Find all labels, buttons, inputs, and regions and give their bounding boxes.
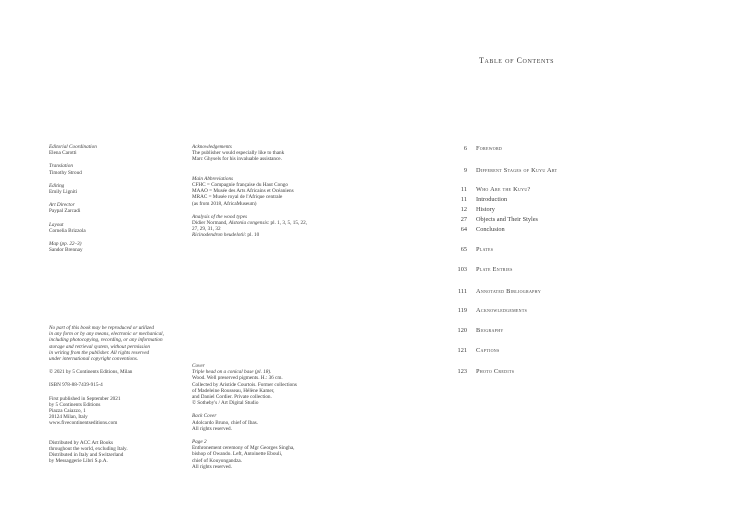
credit-value: Elena Carotti <box>49 150 77 157</box>
cover-caption-label: Cover <box>192 363 205 369</box>
toc-entry-title: History <box>476 206 495 213</box>
wood-analysis-label: Analysis of the wood types <box>192 213 248 220</box>
credit-value: Cornelia Brizzola <box>49 227 86 234</box>
toc-entry-title: Foreword <box>476 145 503 152</box>
toc-page-number: 120 <box>457 327 467 334</box>
credit-entry <box>49 202 179 214</box>
abbreviation-line: MAAO = Musée des Arts Africains et Océaniens <box>192 188 294 195</box>
publication-info: First published in September 2021 by 5 Continents Editions Piazza Caiazzo, 1 20124 Milan, Italy www.fivecontinentseditions.com <box>49 395 121 427</box>
toc-entry-title: Introduction <box>476 196 508 203</box>
page2-caption-label: Page 2 <box>192 439 207 446</box>
credit-label: Translation <box>49 163 73 170</box>
wood-analysis-line: Didier Normand, Alstonia congensis: pl. 1, 3, 5, 15, 22, <box>192 220 308 227</box>
notes-column <box>192 144 327 246</box>
credit-label: Editing <box>49 182 65 189</box>
credit-label: Art Director <box>49 202 75 209</box>
abbreviations-block <box>192 176 327 207</box>
toc-page-number: 111 <box>458 288 467 295</box>
cover-caption: Cover Triple head on a conical base (pl. 18). Wood. Well preserved pigments. H.: 36 cm. Collected by Aristide Courtois. Former collections of Madeleine Rousseau, Hélène Kamer, and Daniel Cordier. Private collection. © Sotheby's / Art Digital Studio <box>192 363 327 406</box>
toc-page-number: 11 <box>460 196 467 203</box>
wood-analysis-line: Ricinodendron heudelotii: pl. 10 <box>192 232 260 239</box>
page2-caption: Page 2 Enthronement ceremony of Mgr Georges Singha, bishop of Owando. Left, Antoinette Ebouli, chief of Kouyongandza. All rights reserved. <box>192 439 327 470</box>
credit-value: Paypal Zarcadi <box>49 208 81 215</box>
toc-page-number: 12 <box>460 206 467 213</box>
acknowledgements-label: Acknowledgements <box>192 144 232 150</box>
imprint-column <box>49 325 179 465</box>
toc-page-number: 9 <box>463 167 467 174</box>
credit-label: Layout <box>49 221 64 228</box>
toc-page-number: 64 <box>460 226 467 233</box>
credit-value: Timothy Stroud <box>49 169 82 176</box>
credits-column <box>49 144 179 260</box>
abbreviation-line: (as from 2018, AfricaMuseum) <box>192 200 257 207</box>
toc-entry-title: Captions <box>476 347 500 354</box>
table-of-contents <box>440 0 700 531</box>
abbreviation-line: CFHC = Compagnie française du Haut Congo <box>192 182 288 188</box>
acknowledgements-line: The publisher would especially like to thank <box>192 150 285 157</box>
credit-label: Map (pp. 22–3) <box>49 241 82 248</box>
toc-entry-title: Conclusion <box>476 226 505 233</box>
credit-entry <box>49 144 179 156</box>
back-cover-caption: Back Cover Adolcardo Bruno, chief of Ibas. All rights reserved. <box>192 413 327 432</box>
toc-page-number: 27 <box>460 216 467 223</box>
acknowledgements-line: Marc Ghysels for his invaluable assistance. <box>192 156 282 163</box>
distribution-info: Distributed by ACC Art Books throughout the world, excluding Italy. Distributed in Italy and Switzerland by Messaggerie Libri S.p.A. <box>49 439 128 465</box>
toc-entry-title: Photo Credits <box>476 368 515 375</box>
toc-entry-title: Annotated Bibliography <box>476 288 542 295</box>
credit-value: Emily Ligniti <box>49 189 78 196</box>
toc-entry-title: Plates <box>476 246 494 253</box>
abbreviation-line: MRAC = Musée royal de l'Afrique centrale <box>192 194 283 201</box>
abbreviations-label: Main Abbreviations <box>192 175 234 182</box>
toc-page-number: 119 <box>457 307 467 314</box>
credit-value: Sandor Brennay <box>49 247 83 254</box>
back-cover-caption-label: Back Cover <box>192 413 217 420</box>
toc-entry-title: Plate Entries <box>476 266 513 273</box>
toc-entry-title: Objects and Their Styles <box>476 216 538 223</box>
acknowledgements-block <box>192 144 327 163</box>
toc-page-number: 103 <box>457 266 467 273</box>
toc-entry-title: Who Are the Kuyu? <box>476 186 531 193</box>
toc-entry-title: Acknowledgements <box>476 307 528 314</box>
credit-entry <box>49 163 179 175</box>
toc-page-number: 123 <box>457 368 467 375</box>
toc-page-number: 121 <box>457 347 467 354</box>
copyright-line: © 2021 by 5 Continents Editions, Milan <box>49 369 133 376</box>
credit-entry <box>49 241 179 253</box>
credit-label: Editorial Coordination <box>49 144 97 150</box>
toc-page-number: 65 <box>460 246 467 253</box>
rights-notice: No part of this book may be reproduced or utilized in any form or by any means, electronic or mechanical, including photocopying, recording, or any information storage and retrieval system, without permission in writing from the publisher. All rights reserved under international copyright conventions. <box>49 325 164 363</box>
wood-analysis-line: 27, 29, 31, 32 <box>192 226 221 233</box>
toc-entry-title: Biography <box>476 327 504 334</box>
toc-page-number: 11 <box>460 186 467 193</box>
toc-title: Table of Contents <box>479 56 555 65</box>
cover-captions-column <box>192 363 327 470</box>
credit-entry <box>49 222 179 234</box>
isbn-line: ISBN 978-88-7439-915-4 <box>49 382 103 389</box>
credit-entry <box>49 183 179 195</box>
toc-entry-title: Different Stages of Kuyu Art <box>476 167 558 174</box>
wood-analysis-block <box>192 214 327 239</box>
toc-page-number: 6 <box>463 145 467 152</box>
